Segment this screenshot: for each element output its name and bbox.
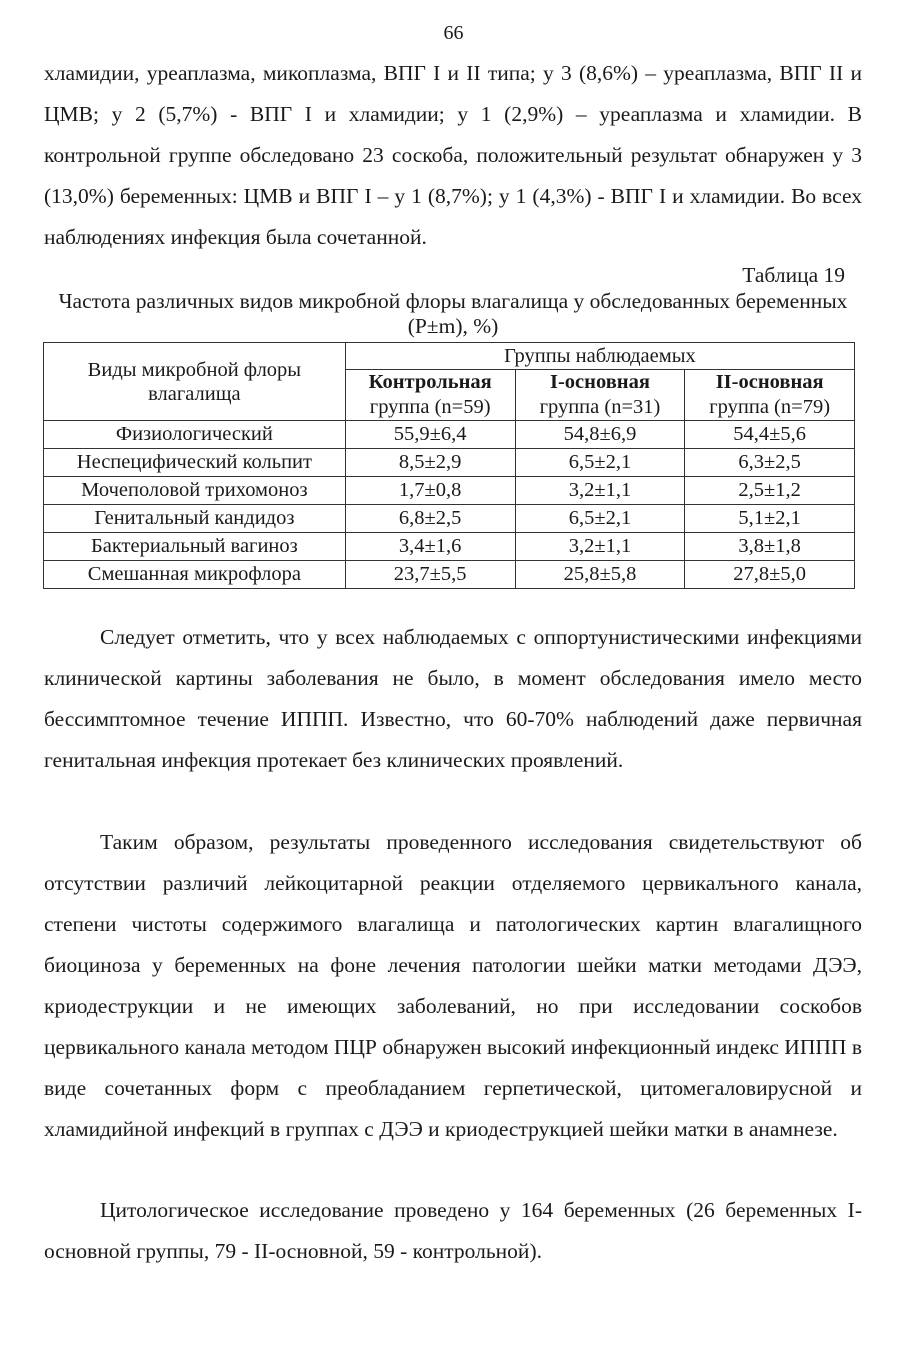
row-label: Неспецифический кольпит	[44, 449, 346, 477]
paragraph-1	[44, 53, 862, 258]
paragraph-1-text: хламидии, уреаплазма, микоплазма, ВПГ I и II типа; у 3 (8,6%) – уреаплазма, ВПГ II и ЦМВ; у 2 (5,7%) - ВПГ I и хламидии; у 1 (2,9%) – уреаплазма и хламидии. В контрольной группе обследовано 23 соскоба, положительный результат обнаружен у 3 (13,0%) беременных: ЦМВ и ВПГ I – у 1 (8,7%); у 1 (4,3%) - ВПГ I и хламидии. Во всех наблюдениях инфекция была сочетанной.	[44, 61, 862, 249]
table-row	[44, 533, 855, 561]
column-name: I-основная	[549, 371, 650, 393]
table-cell: 55,9±6,4	[345, 421, 515, 449]
column-header-main-1	[515, 370, 685, 421]
page-number: 66	[443, 22, 464, 44]
table-cell: 6,5±2,1	[515, 505, 685, 533]
paragraph-2	[44, 617, 862, 781]
row-label: Физиологический	[44, 421, 346, 449]
table-caption: Частота различных видов микробной флоры влагалища у обследованных беременных (P±m), %)	[58, 289, 848, 338]
row-header-cell	[44, 343, 346, 421]
table-row	[44, 561, 855, 589]
paragraph-3-text: Таким образом, результаты проведенного исследования свидетельствуют об отсутствии различий лейкоцитарной реакции отделяемого цервикалъного канала, степени чистоты содержимого влагалища и патологических картин влагалищного биоциноза у беременных на фоне лечения патологии шейки матки методами ДЭЭ, криодеструкции и не имеющих заболеваний, но при исследовании соскобов цервикального канала методом ПЦР обнаружен высокий инфекционный индекс ИППП в виде сочетанных форм с преобладанием герпетической, цитомегаловирусной и хламидийной инфекций в группах с ДЭЭ и криодеструкцией шейки матки в анамнезе.	[44, 830, 862, 1141]
table-cell: 54,8±6,9	[515, 421, 685, 449]
paragraph-4-text: Цитологическое исследование проведено у 164 беременных (26 беременных I-основной группы, 79 - II-основной, 59 - контрольной).	[44, 1198, 862, 1263]
group-header-text: Группы наблюдаемых	[504, 345, 696, 367]
table-row	[44, 449, 855, 477]
table-row	[44, 421, 855, 449]
paragraph-4	[44, 1190, 862, 1272]
group-header-cell	[345, 343, 854, 370]
table-cell: 23,7±5,5	[345, 561, 515, 589]
table-cell: 6,5±2,1	[515, 449, 685, 477]
row-label: Генитальный кандидоз	[44, 505, 346, 533]
table-number: Таблица 19	[742, 263, 845, 287]
column-name: II-основная	[715, 371, 824, 393]
column-sub: группа (n=59)	[369, 396, 491, 418]
table-cell: 3,2±1,1	[515, 533, 685, 561]
table-cell: 6,8±2,5	[345, 505, 515, 533]
table-cell: 2,5±1,2	[685, 477, 855, 505]
table-cell: 1,7±0,8	[345, 477, 515, 505]
table-cell: 5,1±2,1	[685, 505, 855, 533]
column-header-main-2	[685, 370, 855, 421]
row-label: Бактериальный вагиноз	[44, 533, 346, 561]
table-cell: 27,8±5,0	[685, 561, 855, 589]
table-cell: 3,8±1,8	[685, 533, 855, 561]
paragraph-2-text: Следует отметить, что у всех наблюдаемых с оппортунистическими инфекциями клинической картины заболевания не было, в момент обследования имело место бессимптомное течение ИППП. Известно, что 60-70% наблюдений даже первичная генитальная инфекция протекает без клинических проявлений.	[44, 625, 862, 772]
microflora-table	[43, 342, 855, 589]
table-cell: 3,4±1,6	[345, 533, 515, 561]
table-cell: 54,4±5,6	[685, 421, 855, 449]
table-cell: 6,3±2,5	[685, 449, 855, 477]
table-cell: 3,2±1,1	[515, 477, 685, 505]
table-cell: 25,8±5,8	[515, 561, 685, 589]
row-label: Смешанная микрофлора	[44, 561, 346, 589]
row-label: Мочеполовой трихомоноз	[44, 477, 346, 505]
table-header-row	[44, 343, 855, 370]
table-row	[44, 505, 855, 533]
paragraph-3	[44, 822, 862, 1150]
row-header-text: Виды микробной флоры влагалища	[87, 358, 302, 405]
column-header-control	[345, 370, 515, 421]
column-sub: группа (n=31)	[539, 396, 661, 418]
table-row	[44, 477, 855, 505]
table-cell: 8,5±2,9	[345, 449, 515, 477]
column-name: Контрольная	[368, 371, 492, 393]
column-sub: группа (n=79)	[709, 396, 831, 418]
